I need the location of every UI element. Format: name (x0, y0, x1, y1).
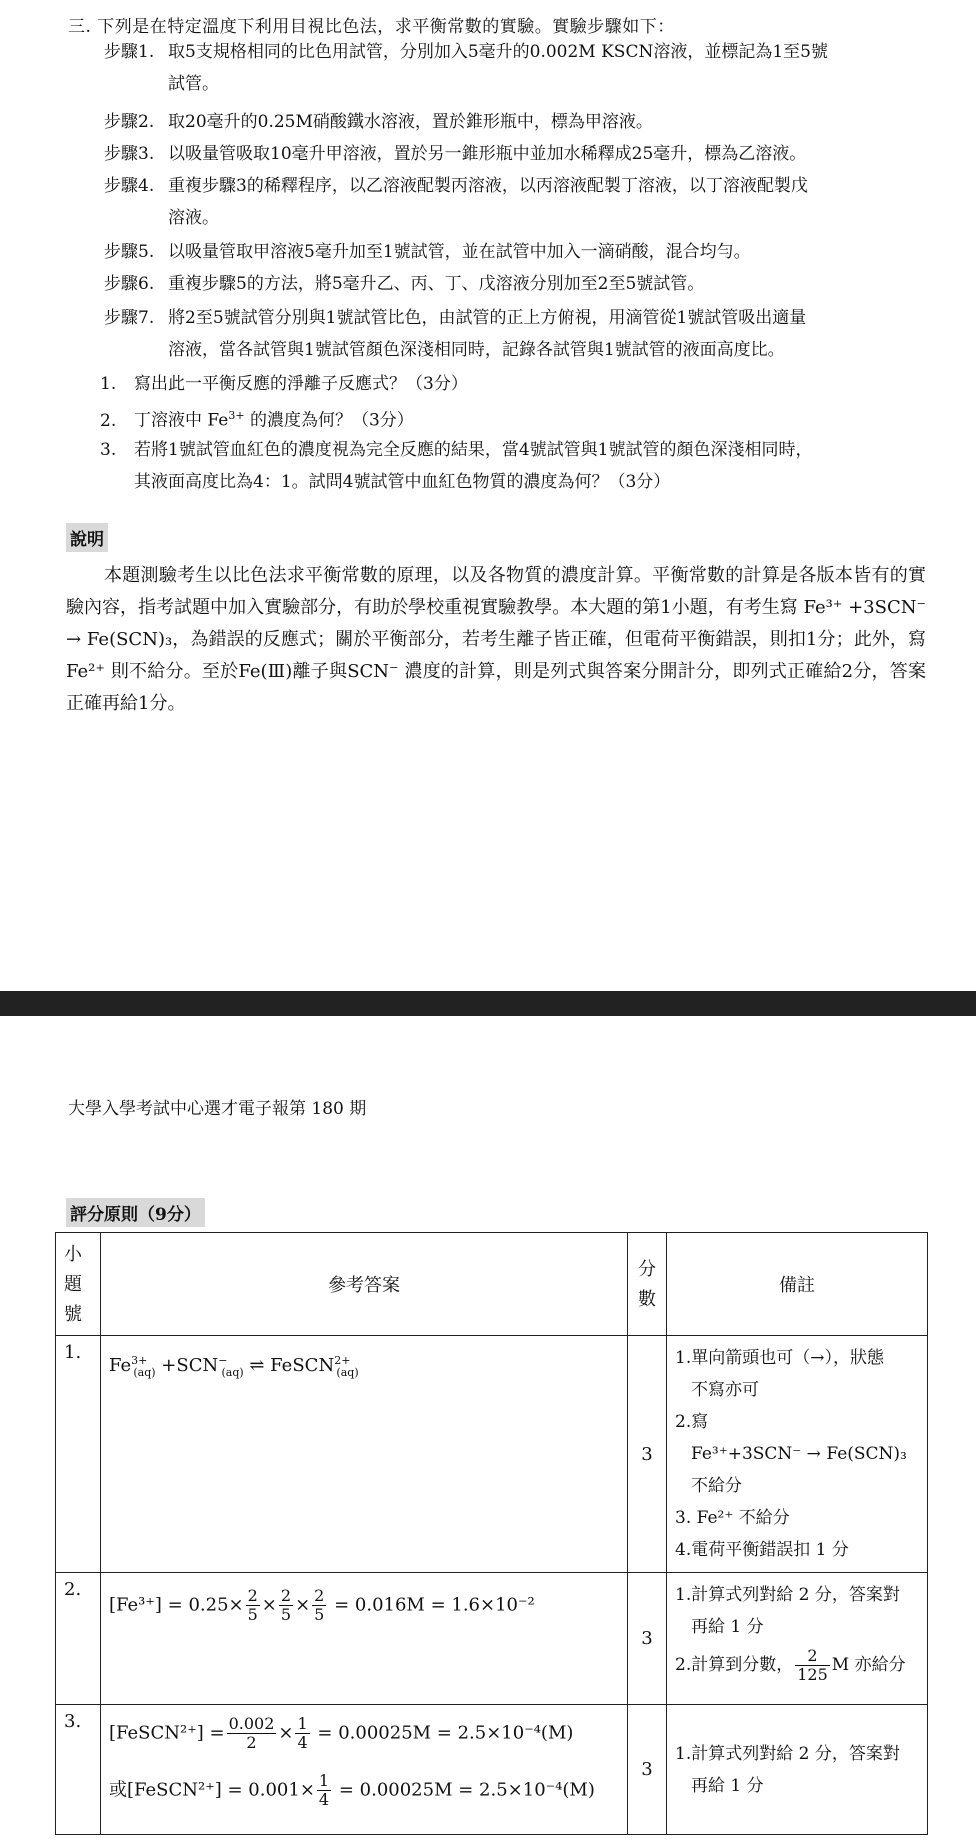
answer-1: $Fe^{3+}_{(aq)} +SCN^-_{(aq)}$ ⇌ FeSCN$^{2+}_{(aq)}$ (101, 1336, 628, 1573)
table-header-row (56, 1233, 928, 1336)
step-5: 步驟5. 以吸量管取甲溶液5毫升加至1號試管，並在試管中加入一滴硝酸，混合均勻。 (104, 242, 751, 262)
table-row (56, 1705, 928, 1835)
header-num: 小題號 (56, 1233, 101, 1336)
score-3: 3 (628, 1705, 667, 1835)
header-note: 備註 (667, 1233, 928, 1336)
scoring-table (55, 1232, 928, 1835)
note-1: 1.單向箭頭也可（→），狀態 不寫亦可 2.寫 Fe³⁺+3SCN⁻ → Fe(SCN)₃ 不給分 3. Fe²⁺ 不給分 4.電荷平衡錯誤扣 1 分 (667, 1336, 928, 1573)
answer-3: [FeSCN²⁺] = $\frac{0.002}{2}$ × $\frac{1}{4}$ = 0.00025M = 2.5×10⁻⁴(M) 或[FeSCN²⁺] = 0.001× $\frac{1}{4}$ = 0.00025M = 2.5×10⁻⁴(M) (101, 1705, 628, 1835)
header-answer: 參考答案 (101, 1233, 628, 1336)
step-4: 步驟4. 重複步驟3的稀釋程序，以乙溶液配製丙溶液，以丙溶液配製丁溶液，以丁溶液配製戊 溶液。 (104, 176, 808, 228)
step-1: 步驟1. 取5支規格相同的比色用試管，分別加入5毫升的0.002M KSCN溶液，並標記為1至5號 試管。 (104, 42, 828, 94)
row-num: 2. (56, 1573, 101, 1705)
step-7: 步驟7. 將2至5號試管分別與1號試管比色，由試管的正上方俯視，用滴管從1號試管吸出適量 溶液，當各試管與1號試管顏色深淺相同時，記錄各試管與1號試管的液面高度比。 (104, 308, 807, 360)
note-2: 1.計算式列對給 2 分，答案對 再給 1 分 2.計算到分數， $\frac{2}{125}$ M 亦給分 (667, 1573, 928, 1705)
explain-paragraph: 本題測驗考生以比色法求平衡常數的原理，以及各物質的濃度計算。平衡常數的計算是各版本皆有的實驗內容，指考試題中加入實驗部分，有助於學校重視實驗教學。本大題的第1小題，有考生寫 Fe³⁺ +3SCN⁻ → Fe(SCN)₃，為錯誤的反應式；關於平衡部分，若考生離子皆正確，但電荷平衡錯誤，則扣1分；此外，寫 Fe²⁺ 則不給分。至於Fe(Ⅲ)離子與SCN⁻ 濃度的計算，則是列式與答案分開計分，即列式正確給2分，答案正確再給1分。 (66, 565, 927, 714)
sub-question-3: 3. 若將1號試管血紅色的濃度視為完全反應的結果，當4號試管與1號試管的顏色深淺相同時， 其液面高度比為4：1。試問4號試管中血紅色物質的濃度為何？（3分） (100, 440, 813, 492)
explain-tag: 說明 (66, 523, 108, 552)
score-2: 3 (628, 1573, 667, 1705)
step-3: 步驟3. 以吸量管吸取10毫升甲溶液，置於另一錐形瓶中並加水稀釋成25毫升，標為乙溶液。 (104, 144, 807, 164)
row-num: 3. (56, 1705, 101, 1835)
row-num: 1. (56, 1336, 101, 1573)
page-separator (0, 991, 976, 1016)
header-score: 分數 (628, 1233, 667, 1336)
answer-2: [Fe³⁺] = 0.25× $\frac{2}{5}$ × $\frac{2}{5}$ × $\frac{2}{5}$ = 0.016M = 1.6×10⁻² (101, 1573, 628, 1705)
sub-question-2: 2. 丁溶液中 $Fe^{3+}$ 的濃度為何？（3分） (100, 409, 414, 431)
question-title: 三. 下列是在特定溫度下利用目視比色法，求平衡常數的實驗。實驗步驟如下： (68, 17, 675, 37)
table-row (56, 1573, 928, 1705)
scoring-tag: 評分原則（9分） (66, 1198, 205, 1227)
note-3: 1.計算式列對給 2 分，答案對 再給 1 分 (667, 1705, 928, 1835)
sub-question-1: 1. 寫出此一平衡反應的淨離子反應式？（3分） (100, 374, 468, 394)
newsletter-issue: 大學入學考試中心選才電子報第 180 期 (68, 1099, 367, 1119)
score-1: 3 (628, 1336, 667, 1573)
table-row (56, 1336, 928, 1573)
step-6: 步驟6. 重複步驟5的方法，將5毫升乙、丙、丁、戊溶液分別加至2至5號試管。 (104, 274, 705, 294)
step-2: 步驟2. 取20毫升的0.25M硝酸鐵水溶液，置於錐形瓶中，標為甲溶液。 (104, 112, 653, 132)
